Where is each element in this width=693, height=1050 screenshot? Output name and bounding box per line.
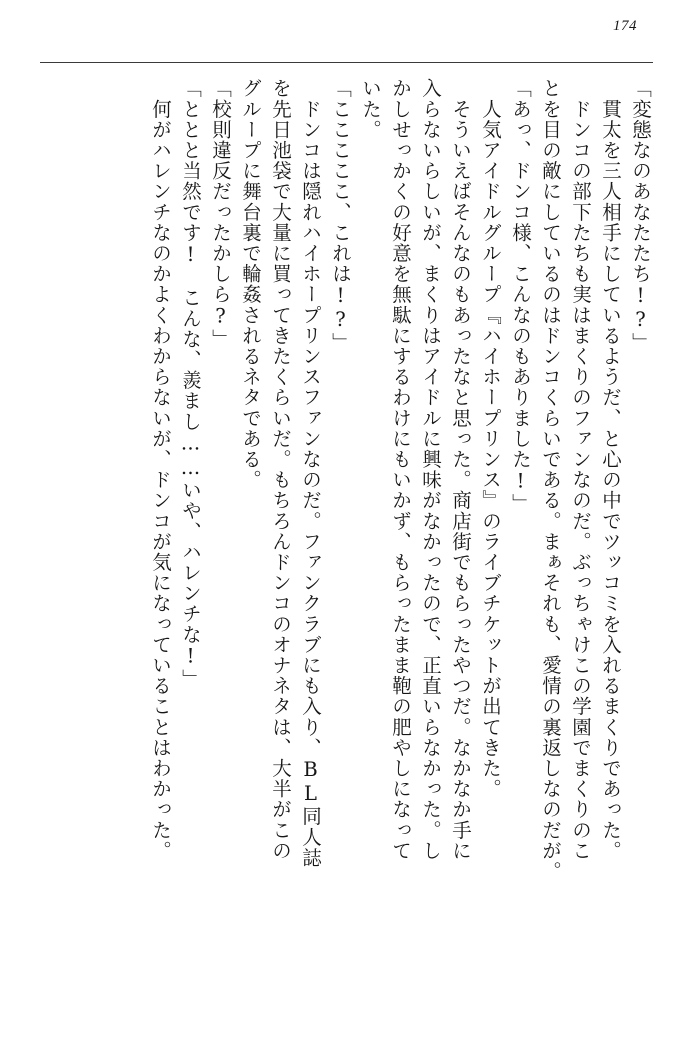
text-line: 「こここここ、これは!?」 (329, 78, 352, 353)
text-line: を先日池袋で大量に買ってきたくらいだ。もちろんドンコのオナネタは、大半がこの (269, 78, 292, 861)
text-line: グループに舞台裏で輪姦されるネタである。 (239, 78, 262, 490)
header-rule (40, 62, 653, 63)
text-line: 貫太を三人相手にしているようだ、と心の中でツッコミを入れるまくりであった。 (599, 78, 622, 861)
text-line: 「変態なのあなたたち!?」 (629, 78, 652, 353)
text-line: 何がハレンチなのかよくわからないが、ドンコが気になっていることはわかった。 (149, 78, 172, 861)
text-line: 「あっ、ドンコ様、こんなのもありました!」 (509, 78, 532, 515)
text-line: 入らないらしいが、まくりはアイドルに興味がなかったので、正直いらなかった。し (419, 78, 442, 861)
page-number: 174 (613, 18, 637, 34)
vertical-text-body (38, 78, 655, 1016)
text-line: 人気アイドルグループ『ハイホープリンス』のライブチケットが出てきた。 (479, 78, 502, 799)
text-line: ドンコの部下たちも実はまくりのファンなのだ。ぶっちゃけこの学園でまくりのこ (569, 78, 592, 861)
text-line: そういえばそんなのもあったなと思った。商店街でもらったやつだ。なかなか手に (449, 78, 472, 861)
text-line: とを目の敵にしているのはドンコくらいである。まぁそれも、愛情の裏返しなのだが。 (539, 78, 562, 882)
text-line: 「ととと当然です! こんな、羨まし……いや、ハレンチな!」 (179, 78, 202, 690)
text-line: いた。 (359, 78, 382, 140)
text-line: ドンコは隠れハイホープリンスファンなのだ。ファンクラブにも入り、BL同人誌 (299, 78, 322, 868)
text-line: 「校則違反だったかしら?」 (209, 78, 232, 350)
text-line: かしせっかくの好意を無駄にするわけにもいかず、もらったまま鞄の肥やしになって (389, 78, 412, 861)
